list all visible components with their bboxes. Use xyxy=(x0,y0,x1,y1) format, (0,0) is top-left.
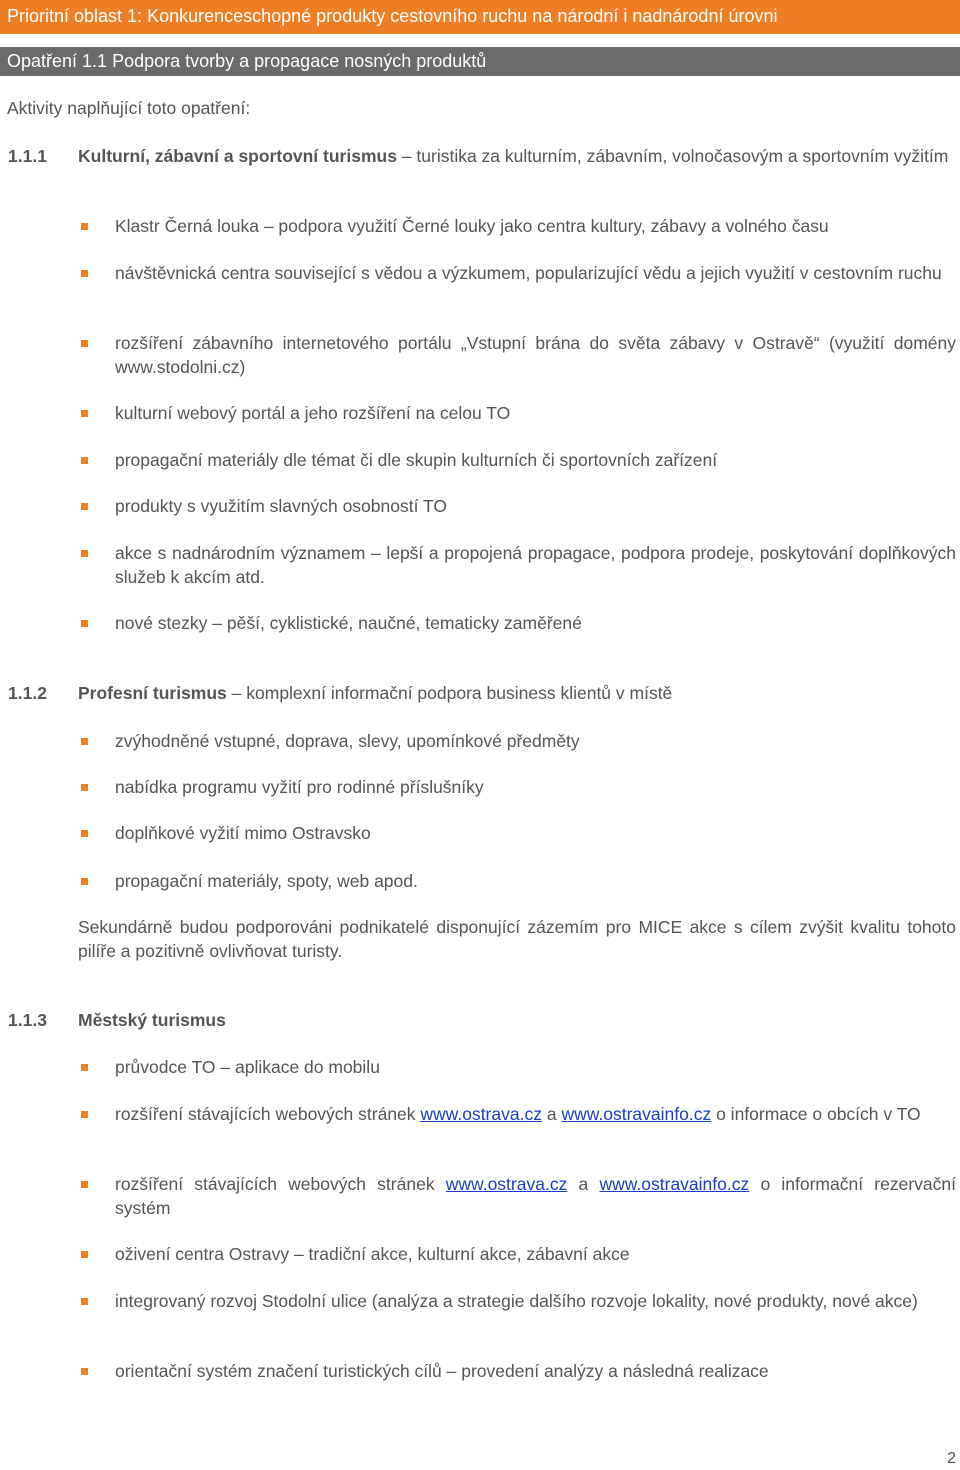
text-part: rozšíření stávajících webových stránek xyxy=(115,1104,421,1124)
bullet-icon xyxy=(81,410,88,417)
list-item xyxy=(78,261,956,285)
list-item-text: orientační systém značení turistických cílů – provedení analýzy a následná realizace xyxy=(115,1361,769,1381)
section-title: Kulturní, zábavní a sportovní turismus xyxy=(78,146,397,166)
bullet-icon xyxy=(81,1368,88,1375)
bullet-icon xyxy=(81,503,88,510)
list-item-text: návštěvnická centra související s vědou a výzkumem, popularizující vědu a jejich využití v cestovním ruchu xyxy=(115,263,942,283)
section-1-1-2-heading xyxy=(8,681,958,705)
list-item-text: oživení centra Ostravy – tradiční akce, kulturní akce, zábavní akce xyxy=(115,1244,630,1264)
section-heading-text xyxy=(78,681,958,705)
bullet-icon xyxy=(81,1181,88,1188)
section-1-1-3-heading xyxy=(8,1008,958,1032)
link-ostravainfo[interactable]: www.ostravainfo.cz xyxy=(599,1174,750,1194)
list-item-text: produkty s využitím slavných osobností TO xyxy=(115,496,447,516)
list-item xyxy=(78,611,956,635)
list-item-text: kulturní webový portál a jeho rozšíření na celou TO xyxy=(115,403,511,423)
list-item-text: doplňkové vyžití mimo Ostravsko xyxy=(115,823,371,843)
priority-area-banner: Prioritní oblast 1: Konkurenceschopné produkty cestovního ruchu na národní i nadnárodní úrovni xyxy=(0,0,960,34)
list-item-text: průvodce TO – aplikace do mobilu xyxy=(115,1057,380,1077)
link-ostrava[interactable]: www.ostrava.cz xyxy=(420,1104,542,1124)
link-ostrava[interactable]: www.ostrava.cz xyxy=(445,1174,568,1194)
bullet-icon xyxy=(81,1111,88,1118)
bullet-icon xyxy=(81,223,88,230)
list-item-text: propagační materiály, spoty, web apod. xyxy=(115,871,418,891)
list-item-text: nabídka programu vyžití pro rodinné příslušníky xyxy=(115,777,484,797)
section-number: 1.1.2 xyxy=(8,683,47,703)
list-item xyxy=(78,1055,956,1079)
list-item xyxy=(78,1102,956,1126)
section-title: Městský turismus xyxy=(78,1010,226,1030)
list-item xyxy=(78,1172,956,1220)
list-item-text: rozšíření zábavního internetového portálu „Vstupní brána do světa zábavy v Ostravě“ (využití domény www.stodolni.cz) xyxy=(115,333,956,377)
list-item-text xyxy=(115,1174,956,1218)
section-heading-text xyxy=(78,1008,958,1032)
list-item-text: propagační materiály dle témat či dle skupin kulturních či sportovních zařízení xyxy=(115,450,718,470)
text-part: a xyxy=(541,1104,562,1124)
list-item xyxy=(78,821,956,845)
section-1-1-1-heading xyxy=(8,144,958,168)
intro-text: Aktivity naplňující toto opatření: xyxy=(7,98,251,118)
list-item xyxy=(78,869,956,893)
list-item-text: zvýhodněné vstupné, doprava, slevy, upomínkové předměty xyxy=(115,731,580,751)
section-1-1-2-paragraph: Sekundárně budou podporováni podnikatelé disponující zázemím pro MICE akce s cílem zvýšit kvalitu tohoto pilíře a pozitivně ovlivňovat turisty. xyxy=(78,917,956,961)
list-item-text: akce s nadnárodním významem – lepší a propojená propagace, podpora prodeje, poskytování doplňkových služeb k akcím atd. xyxy=(115,543,956,587)
bullet-icon xyxy=(81,784,88,791)
bullet-icon xyxy=(81,830,88,837)
section-title: Profesní turismus xyxy=(78,683,227,703)
list-item xyxy=(78,448,956,472)
section-number: 1.1.3 xyxy=(8,1010,47,1030)
text-part: o informační rezervační systém xyxy=(115,1174,956,1218)
bullet-icon xyxy=(81,1298,88,1305)
text-part: rozšíření stávajících webových stránek xyxy=(115,1174,446,1194)
list-item xyxy=(78,1242,956,1266)
list-item xyxy=(78,775,956,799)
bullet-icon xyxy=(81,620,88,627)
measure-banner: Opatření 1.1 Podpora tvorby a propagace nosných produktů xyxy=(0,47,960,76)
bullet-icon xyxy=(81,1064,88,1071)
list-item xyxy=(78,729,956,753)
list-item-text xyxy=(115,1104,921,1124)
list-item xyxy=(78,1359,956,1383)
list-item-text: nové stezky – pěší, cyklistické, naučné, tematicky zaměřené xyxy=(115,613,582,633)
bullet-icon xyxy=(81,550,88,557)
bullet-icon xyxy=(81,457,88,464)
list-item xyxy=(78,1289,956,1313)
section-subtitle: – komplexní informační podpora business klientů v místě xyxy=(226,683,673,703)
list-item-text: integrovaný rozvoj Stodolní ulice (analýza a strategie dalšího rozvoje lokality, nové produkty, nové akce) xyxy=(115,1291,918,1311)
section-heading-text xyxy=(78,144,958,168)
bullet-icon xyxy=(81,270,88,277)
section-subtitle: – turistika za kulturním, zábavním, volnočasovým a sportovním vyžitím xyxy=(396,146,949,166)
bullet-icon xyxy=(81,1251,88,1258)
text-part: a xyxy=(567,1174,600,1194)
bullet-icon xyxy=(81,878,88,885)
bullet-icon xyxy=(81,738,88,745)
list-item xyxy=(78,494,956,518)
list-item xyxy=(78,541,956,589)
list-item-text: Klastr Černá louka – podpora využití Černé louky jako centra kultury, zábavy a volného času xyxy=(115,216,829,236)
text-part: o informace o obcích v TO xyxy=(711,1104,921,1124)
page-number: 2 xyxy=(947,1450,956,1467)
section-number: 1.1.1 xyxy=(8,146,47,166)
bullet-icon xyxy=(81,340,88,347)
list-item xyxy=(78,331,956,379)
link-ostravainfo[interactable]: www.ostravainfo.cz xyxy=(561,1104,712,1124)
list-item xyxy=(78,214,956,238)
list-item xyxy=(78,401,956,425)
